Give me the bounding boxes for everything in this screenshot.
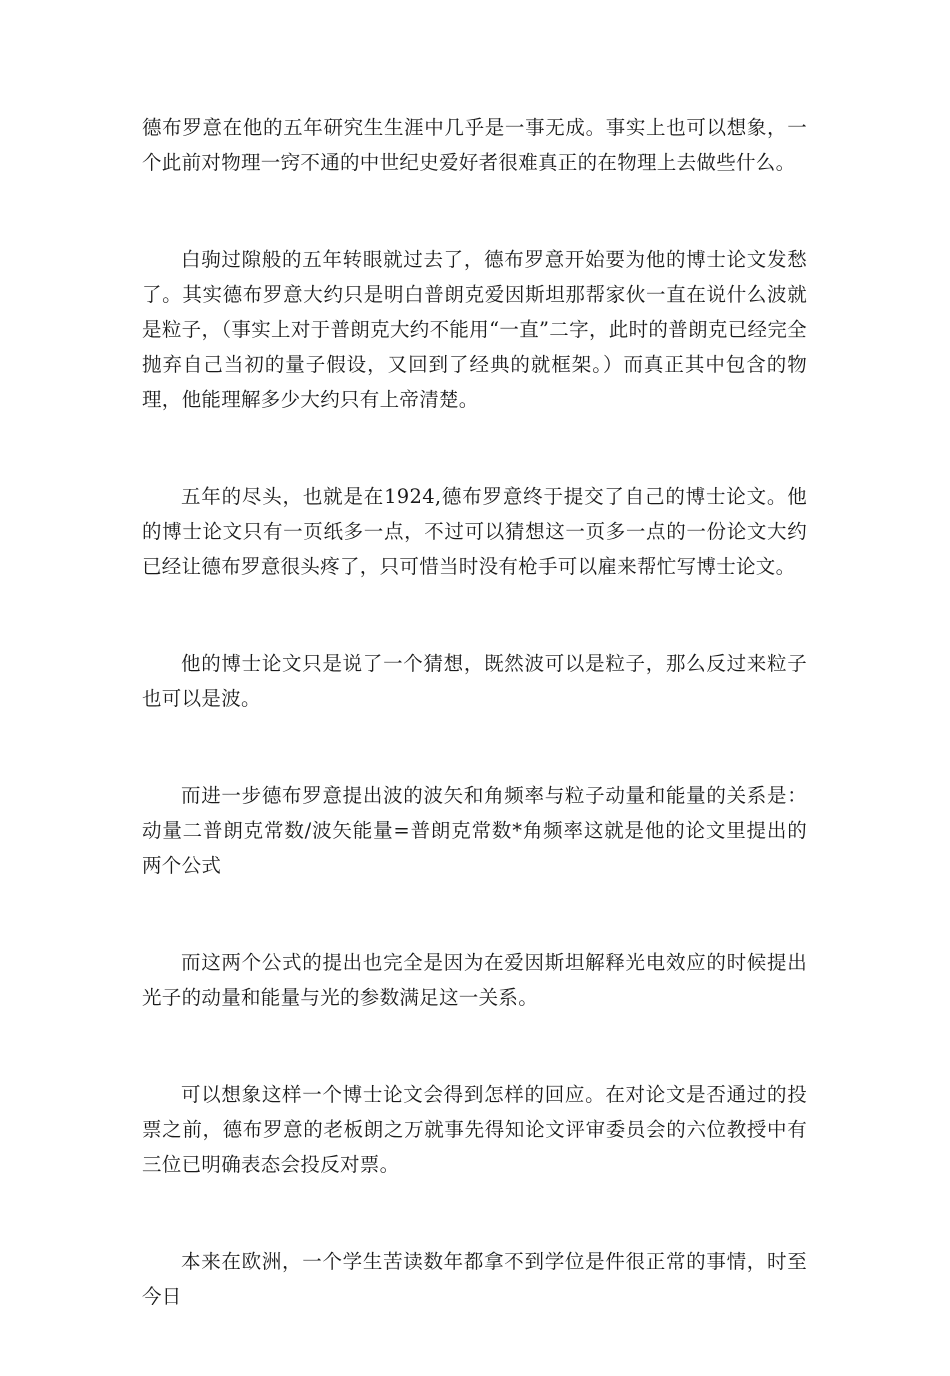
document-body	[142, 110, 807, 1376]
paragraph-4: 他的博士论文只是说了一个猜想，既然波可以是粒子，那么反过来粒子也可以是波。	[142, 652, 807, 710]
paragraph-1: 德布罗意在他的五年研究生生涯中几乎是一事无成。事实上也可以想象，一个此前对物理一窍不通的中世纪史爱好者很难真正的在物理上去做些什么。	[142, 116, 807, 174]
paragraph-5: 而进一步德布罗意提出波的波矢和角频率与粒子动量和能量的关系是：动量二普朗克常数/波矢能量=普朗克常数*角频率这就是他的论文里提出的两个公式	[142, 784, 807, 877]
paragraph-3: 五年的尽头，也就是在1924,德布罗意终于提交了自己的博士论文。他的博士论文只有一页纸多一点，不过可以猜想这一页多一点的一份论文大约已经让德布罗意很头疼了，只可惜当时没有枪手可以雇来帮忙写博士论文。	[142, 485, 807, 578]
paragraph-7: 可以想象这样一个博士论文会得到怎样的回应。在对论文是否通过的投票之前，德布罗意的老板朗之万就事先得知论文评审委员会的六位教授中有三位已明确表态会投反对票。	[142, 1083, 807, 1176]
paragraph-6: 而这两个公式的提出也完全是因为在爱因斯坦解释光电效应的时候提出光子的动量和能量与光的参数满足这一关系。	[142, 951, 807, 1009]
paragraph-2: 白驹过隙般的五年转眼就过去了，德布罗意开始要为他的博士论文发愁了。其实德布罗意大约只是明白普朗克爱因斯坦那帮家伙一直在说什么波就是粒子，（事实上对于普朗克大约不能用“一直”二字，此时的普朗克已经完全抛弃自己当初的量子假设，又回到了经典的就框架。）而真正其中包含的物理，他能理解多少大约只有上帝清楚。	[142, 248, 807, 411]
paragraph-8: 本来在欧洲，一个学生苦读数年都拿不到学位是件很正常的事情，时至今日	[142, 1250, 807, 1308]
